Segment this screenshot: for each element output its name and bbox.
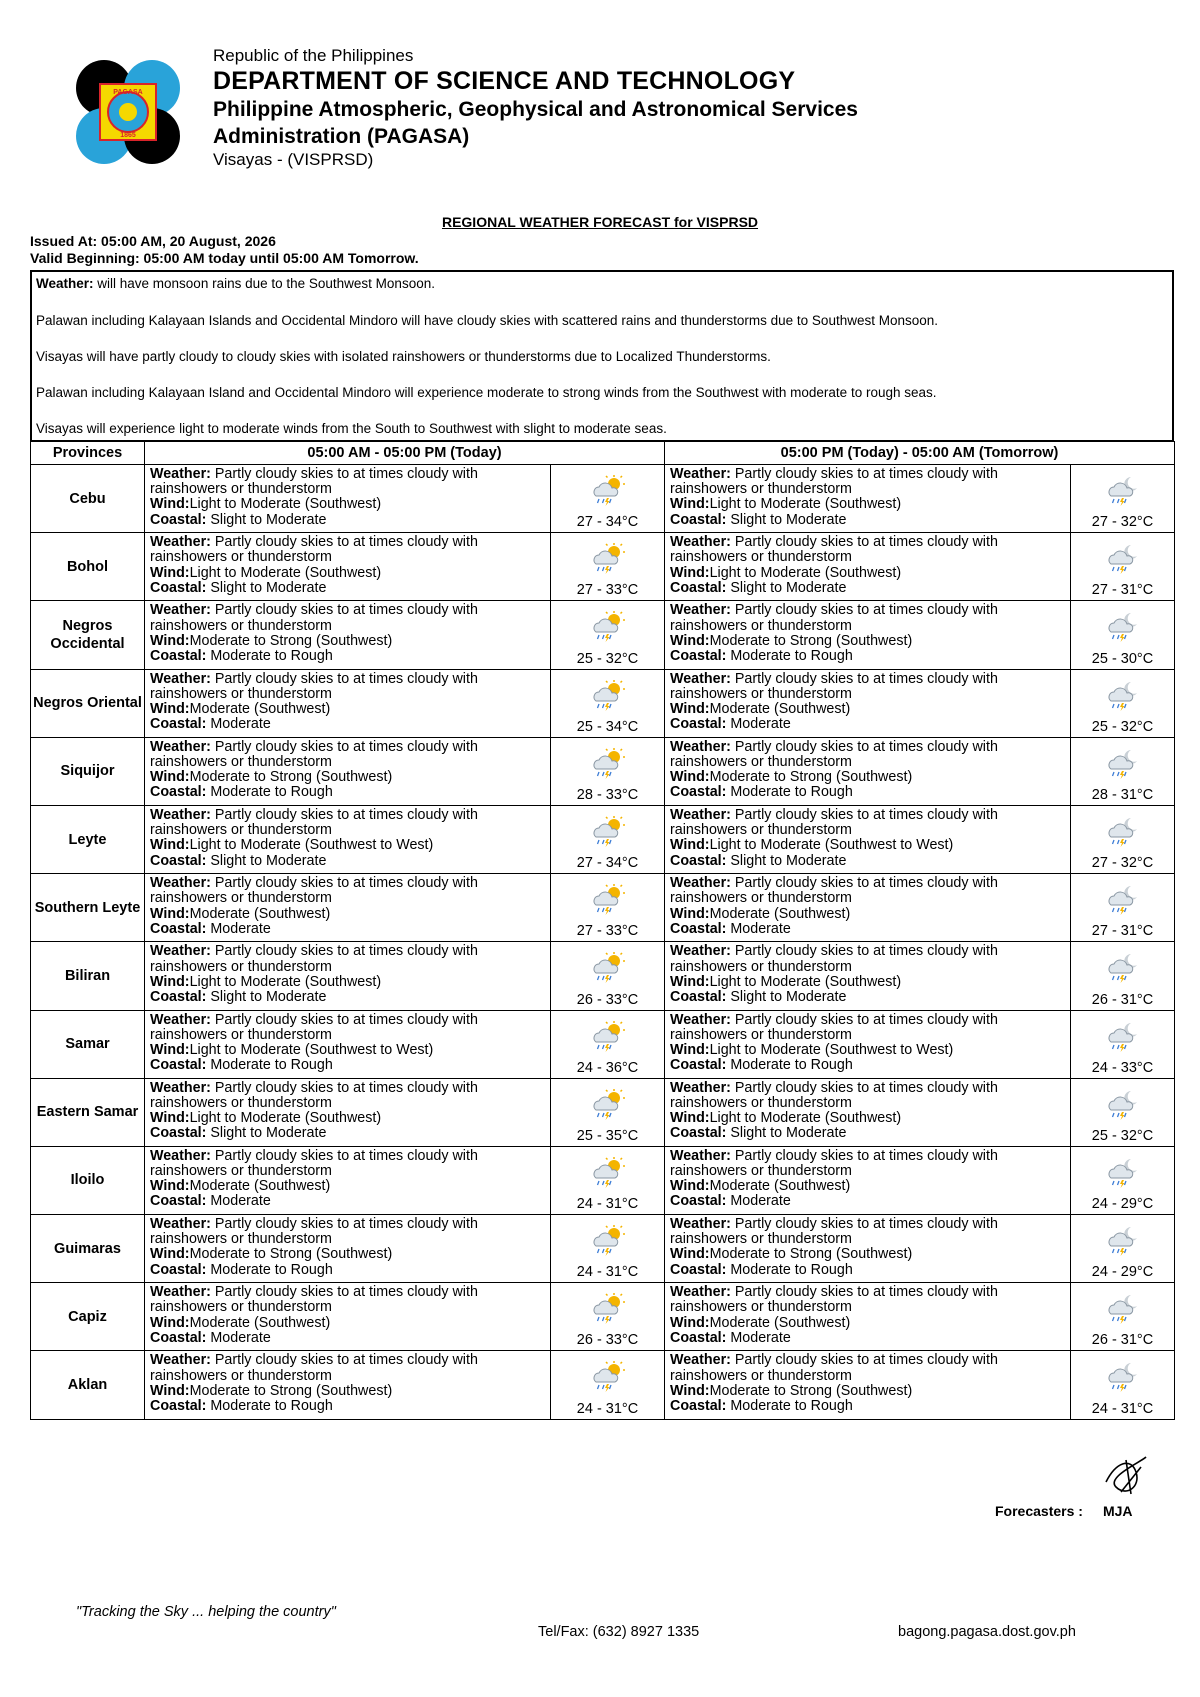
table-row [31,805,1175,873]
tomorrow-weather-cell [1071,1283,1175,1351]
temperature-tomorrow: 25 - 32°C [1091,718,1154,735]
forecasters-label: Forecasters : [995,1503,1083,1519]
wind-text: Light to Moderate (Southwest) [709,973,902,990]
pagasa-logo [74,58,182,166]
temperature-tomorrow: 27 - 32°C [1091,514,1154,531]
wind-text: Light to Moderate (Southwest) [709,564,902,581]
temperature-today: 24 - 31°C [576,1264,639,1281]
forecasters-line [995,1503,1133,1519]
coastal-text: Slight to Moderate [726,1125,847,1142]
weather-text: Partly cloudy skies to at times cloudy with rainshowers or thunderstorm [150,1284,478,1316]
tomorrow-weather-cell [1071,874,1175,942]
wind-text: Moderate to Strong (Southwest) [709,1246,913,1263]
wind-text: Moderate (Southwest) [709,700,851,717]
temperature-today: 27 - 34°C [576,855,639,872]
partly-cloudy-day-rain-thunder-icon [551,1157,664,1189]
forecast-today: Weather: Partly cloudy skies to at times cloudy with rainshowers or thunderstorm Wind:Moderate (Southwest) Coastal: Moderate [145,1283,551,1351]
province-name: Guimaras [31,1215,145,1283]
weather-text: Partly cloudy skies to at times cloudy with rainshowers or thunderstorm [150,466,478,498]
temperature-tomorrow: 27 - 31°C [1091,923,1154,940]
partly-cloudy-day-rain-thunder-icon [551,1021,664,1053]
table-row [31,669,1175,737]
weather-text: Partly cloudy skies to at times cloudy with rainshowers or thunderstorm [670,602,998,634]
forecast-tomorrow: Weather: Partly cloudy skies to at times cloudy with rainshowers or thunderstorm Wind:Moderate (Southwest) Coastal: Moderate [665,874,1071,942]
province-name: Samar [31,1010,145,1078]
coastal-text: Moderate to Rough [726,647,853,664]
wind-text: Light to Moderate (Southwest to West) [189,1041,434,1058]
issue-info [30,233,419,267]
forecast-today: Weather: Partly cloudy skies to at times cloudy with rainshowers or thunderstorm Wind:Moderate (Southwest) Coastal: Moderate [145,669,551,737]
temperature-tomorrow: 24 - 29°C [1091,1196,1154,1213]
forecast-today: Weather: Partly cloudy skies to at times cloudy with rainshowers or thunderstorm Wind:Light to Moderate (Southwest) Coastal: Slight to Moderate [145,533,551,601]
wind-text: Moderate to Strong (Southwest) [709,632,913,649]
weather-text: Partly cloudy skies to at times cloudy with rainshowers or thunderstorm [670,1216,998,1248]
partly-cloudy-night-rain-thunder-icon [1071,680,1174,712]
weather-text: Partly cloudy skies to at times cloudy with rainshowers or thunderstorm [670,738,998,770]
coastal-text: Slight to Moderate [726,852,847,869]
website-link[interactable]: bagong.pagasa.dost.gov.ph [898,1624,1076,1640]
forecast-today: Weather: Partly cloudy skies to at times cloudy with rainshowers or thunderstorm Wind:Moderate to Strong (Southwest) Coastal: Moderate to Rough [145,1351,551,1419]
today-weather-cell [551,465,665,533]
today-weather-cell [551,737,665,805]
synopsis-line-4: Palawan including Kalayaan Island and Occidental Mindoro will experience moderate to strong winds from the Southwest with moderate to rough seas. [36,385,937,400]
partly-cloudy-night-rain-thunder-icon [1071,1361,1174,1393]
partly-cloudy-day-rain-thunder-icon [551,748,664,780]
table-row [31,737,1175,805]
partly-cloudy-night-rain-thunder-icon [1071,748,1174,780]
forecast-tomorrow: Weather: Partly cloudy skies to at times cloudy with rainshowers or thunderstorm Wind:Light to Moderate (Southwest to West) Coastal: Slight to Moderate [665,805,1071,873]
tomorrow-weather-cell [1071,465,1175,533]
forecast-tomorrow: Weather: Partly cloudy skies to at times cloudy with rainshowers or thunderstorm Wind:Light to Moderate (Southwest) Coastal: Slight to Moderate [665,1078,1071,1146]
table-row [31,601,1175,669]
coastal-text: Slight to Moderate [726,579,847,596]
tomorrow-weather-cell [1071,1146,1175,1214]
partly-cloudy-night-rain-thunder-icon [1071,1293,1174,1325]
tomorrow-weather-cell [1071,737,1175,805]
partly-cloudy-night-rain-thunder-icon [1071,1089,1174,1121]
header-provinces: Provinces [31,442,145,465]
today-weather-cell [551,601,665,669]
partly-cloudy-night-rain-thunder-icon [1071,1225,1174,1257]
department-name: DEPARTMENT OF SCIENCE AND TECHNOLOGY [213,67,796,95]
forecast-tomorrow: Weather: Partly cloudy skies to at times cloudy with rainshowers or thunderstorm Wind:Light to Moderate (Southwest) Coastal: Slight to Moderate [665,533,1071,601]
agency-name-line1: Philippine Atmospheric, Geophysical and Astronomical Services [213,98,858,121]
province-name: Aklan [31,1351,145,1419]
synopsis-line-1: Weather: will have monsoon rains due to the Southwest Monsoon. [36,276,435,291]
province-name: Iloilo [31,1146,145,1214]
forecast-table [30,441,1175,1420]
temperature-today: 25 - 34°C [576,718,639,735]
forecast-tomorrow: Weather: Partly cloudy skies to at times cloudy with rainshowers or thunderstorm Wind:Light to Moderate (Southwest) Coastal: Slight to Moderate [665,942,1071,1010]
today-weather-cell [551,1078,665,1146]
partly-cloudy-day-rain-thunder-icon [551,543,664,575]
temperature-tomorrow: 27 - 31°C [1091,582,1154,599]
weather-text: Partly cloudy skies to at times cloudy with rainshowers or thunderstorm [670,1284,998,1316]
partly-cloudy-night-rain-thunder-icon [1071,475,1174,507]
coastal-text: Moderate [726,1193,791,1210]
forecast-tomorrow: Weather: Partly cloudy skies to at times cloudy with rainshowers or thunderstorm Wind:Moderate to Strong (Southwest) Coastal: Moderate to Rough [665,601,1071,669]
wind-text: Moderate (Southwest) [189,1314,331,1331]
today-weather-cell [551,874,665,942]
temperature-tomorrow: 25 - 30°C [1091,650,1154,667]
province-name: Capiz [31,1283,145,1351]
today-weather-cell [551,805,665,873]
partly-cloudy-day-rain-thunder-icon [551,611,664,643]
forecast-today: Weather: Partly cloudy skies to at times cloudy with rainshowers or thunderstorm Wind:Light to Moderate (Southwest) Coastal: Slight to Moderate [145,465,551,533]
temperature-today: 26 - 33°C [576,1332,639,1349]
partly-cloudy-night-rain-thunder-icon [1071,611,1174,643]
tomorrow-weather-cell [1071,669,1175,737]
wind-text: Moderate (Southwest) [709,905,851,922]
region-label: Visayas - (VISPRSD) [213,150,374,169]
header-today: 05:00 AM - 05:00 PM (Today) [145,442,665,465]
weather-text: Partly cloudy skies to at times cloudy with rainshowers or thunderstorm [150,534,478,566]
temperature-today: 24 - 31°C [576,1196,639,1213]
coastal-text: Moderate [206,920,271,937]
coastal-text: Moderate to Rough [726,1261,853,1278]
weather-text: Partly cloudy skies to at times cloudy with rainshowers or thunderstorm [670,534,998,566]
tomorrow-weather-cell [1071,1010,1175,1078]
tomorrow-weather-cell [1071,533,1175,601]
coastal-text: Slight to Moderate [206,852,327,869]
wind-text: Moderate to Strong (Southwest) [709,1382,913,1399]
wind-text: Moderate to Strong (Southwest) [189,1382,393,1399]
coastal-text: Moderate [726,716,791,733]
wind-text: Moderate to Strong (Southwest) [189,769,393,786]
table-row [31,1010,1175,1078]
forecast-today: Weather: Partly cloudy skies to at times cloudy with rainshowers or thunderstorm Wind:Light to Moderate (Southwest) Coastal: Slight to Moderate [145,942,551,1010]
wind-text: Moderate to Strong (Southwest) [189,632,393,649]
weather-text: Partly cloudy skies to at times cloudy with rainshowers or thunderstorm [150,738,478,770]
weather-text: Partly cloudy skies to at times cloudy with rainshowers or thunderstorm [670,466,998,498]
today-weather-cell [551,942,665,1010]
wind-text: Moderate (Southwest) [189,905,331,922]
coastal-text: Moderate to Rough [726,1398,853,1415]
forecast-title: REGIONAL WEATHER FORECAST for VISPRSD [441,214,759,230]
partly-cloudy-day-rain-thunder-icon [551,952,664,984]
temperature-today: 28 - 33°C [576,786,639,803]
forecast-today: Weather: Partly cloudy skies to at times cloudy with rainshowers or thunderstorm Wind:Moderate to Strong (Southwest) Coastal: Moderate to Rough [145,601,551,669]
partly-cloudy-night-rain-thunder-icon [1071,952,1174,984]
weather-text: Partly cloudy skies to at times cloudy with rainshowers or thunderstorm [150,670,478,702]
forecast-today: Weather: Partly cloudy skies to at times cloudy with rainshowers or thunderstorm Wind:Light to Moderate (Southwest to West) Coastal: Slight to Moderate [145,805,551,873]
partly-cloudy-night-rain-thunder-icon [1071,884,1174,916]
coastal-text: Moderate [206,716,271,733]
coastal-text: Moderate to Rough [206,1261,333,1278]
wind-text: Moderate to Strong (Southwest) [189,1246,393,1263]
partly-cloudy-day-rain-thunder-icon [551,1225,664,1257]
forecast-tomorrow: Weather: Partly cloudy skies to at times cloudy with rainshowers or thunderstorm Wind:Light to Moderate (Southwest to West) Coastal: Moderate to Rough [665,1010,1071,1078]
partly-cloudy-day-rain-thunder-icon [551,816,664,848]
province-name: Siquijor [31,737,145,805]
weather-text: Partly cloudy skies to at times cloudy with rainshowers or thunderstorm [150,1352,478,1384]
table-row [31,1215,1175,1283]
weather-synopsis [30,270,1174,442]
today-weather-cell [551,1283,665,1351]
temperature-today: 27 - 33°C [576,582,639,599]
today-weather-cell [551,1215,665,1283]
partly-cloudy-night-rain-thunder-icon [1071,1021,1174,1053]
temperature-today: 27 - 34°C [576,514,639,531]
partly-cloudy-day-rain-thunder-icon [551,475,664,507]
table-row [31,942,1175,1010]
coastal-text: Slight to Moderate [206,988,327,1005]
coastal-text: Moderate to Rough [206,1057,333,1074]
temperature-tomorrow: 26 - 31°C [1091,991,1154,1008]
temperature-today: 27 - 33°C [576,923,639,940]
partly-cloudy-day-rain-thunder-icon [551,1089,664,1121]
weather-text: Partly cloudy skies to at times cloudy with rainshowers or thunderstorm [150,1079,478,1111]
temperature-today: 24 - 31°C [576,1400,639,1417]
province-name: Southern Leyte [31,874,145,942]
tagline: "Tracking the Sky ... helping the country" [76,1604,336,1620]
weather-text: Partly cloudy skies to at times cloudy with rainshowers or thunderstorm [150,943,478,975]
weather-text: Partly cloudy skies to at times cloudy with rainshowers or thunderstorm [150,602,478,634]
tomorrow-weather-cell [1071,1078,1175,1146]
weather-text: Partly cloudy skies to at times cloudy with rainshowers or thunderstorm [150,1216,478,1248]
partly-cloudy-day-rain-thunder-icon [551,1293,664,1325]
wind-text: Moderate (Southwest) [709,1314,851,1331]
weather-text: Partly cloudy skies to at times cloudy with rainshowers or thunderstorm [150,806,478,839]
weather-text: Partly cloudy skies to at times cloudy with rainshowers or thunderstorm [670,1147,998,1180]
temperature-tomorrow: 26 - 31°C [1091,1332,1154,1349]
weather-text: Partly cloudy skies to at times cloudy with rainshowers or thunderstorm [670,1011,998,1043]
coastal-text: Moderate to Rough [726,1057,853,1074]
forecast-today: Weather: Partly cloudy skies to at times cloudy with rainshowers or thunderstorm Wind:Moderate (Southwest) Coastal: Moderate [145,874,551,942]
header-tomorrow: 05:00 PM (Today) - 05:00 AM (Tomorrow) [665,442,1175,465]
synopsis-line-3: Visayas will have partly cloudy to cloudy skies with isolated rainshowers or thunderstorms due to Localized Thunderstorms. [36,349,771,364]
coastal-text: Moderate [726,1329,791,1346]
forecast-today: Weather: Partly cloudy skies to at times cloudy with rainshowers or thunderstorm Wind:Moderate (Southwest) Coastal: Moderate [145,1146,551,1214]
coastal-text: Moderate to Rough [726,784,853,801]
wind-text: Moderate (Southwest) [709,1178,851,1195]
coastal-text: Slight to Moderate [206,579,327,596]
table-row [31,1283,1175,1351]
weather-text: Partly cloudy skies to at times cloudy with rainshowers or thunderstorm [670,943,998,975]
weather-text: Partly cloudy skies to at times cloudy with rainshowers or thunderstorm [150,875,478,907]
forecast-tomorrow: Weather: Partly cloudy skies to at times cloudy with rainshowers or thunderstorm Wind:Moderate (Southwest) Coastal: Moderate [665,669,1071,737]
province-name: Leyte [31,805,145,873]
synopsis-label: Weather: [36,276,94,291]
valid-period: Valid Beginning: 05:00 AM today until 05:00 AM Tomorrow. [30,250,419,266]
wind-text: Light to Moderate (Southwest) [189,564,382,581]
wind-text: Moderate to Strong (Southwest) [709,769,913,786]
wind-text: Moderate (Southwest) [189,700,331,717]
coastal-text: Moderate [726,920,791,937]
issued-at: Issued At: 05:00 AM, 20 August, 2026 [30,233,276,249]
forecast-tomorrow: Weather: Partly cloudy skies to at times cloudy with rainshowers or thunderstorm Wind:Moderate to Strong (Southwest) Coastal: Moderate to Rough [665,1351,1071,1419]
forecast-today: Weather: Partly cloudy skies to at times cloudy with rainshowers or thunderstorm Wind:Moderate to Strong (Southwest) Coastal: Moderate to Rough [145,1215,551,1283]
partly-cloudy-night-rain-thunder-icon [1071,816,1174,848]
forecast-today: Weather: Partly cloudy skies to at times cloudy with rainshowers or thunderstorm Wind:Moderate to Strong (Southwest) Coastal: Moderate to Rough [145,737,551,805]
forecast-tomorrow: Weather: Partly cloudy skies to at times cloudy with rainshowers or thunderstorm Wind:Moderate (Southwest) Coastal: Moderate [665,1146,1071,1214]
coastal-text: Slight to Moderate [206,1125,327,1142]
today-weather-cell [551,669,665,737]
synopsis-line-2: Palawan including Kalayaan Islands and Occidental Mindoro will have cloudy skies with scattered rains and thunderstorms due to Southwest Monsoon. [36,313,939,328]
table-row [31,1078,1175,1146]
wind-text: Light to Moderate (Southwest) [189,973,382,990]
forecast-tomorrow: Weather: Partly cloudy skies to at times cloudy with rainshowers or thunderstorm Wind:Light to Moderate (Southwest) Coastal: Slight to Moderate [665,465,1071,533]
weather-text: Partly cloudy skies to at times cloudy with rainshowers or thunderstorm [670,806,998,839]
temperature-today: 26 - 33°C [576,991,639,1008]
weather-text: Partly cloudy skies to at times cloudy with rainshowers or thunderstorm [670,670,998,702]
table-row [31,874,1175,942]
forecast-today: Weather: Partly cloudy skies to at times cloudy with rainshowers or thunderstorm Wind:Light to Moderate (Southwest) Coastal: Slight to Moderate [145,1078,551,1146]
temperature-tomorrow: 28 - 31°C [1091,786,1154,803]
temperature-tomorrow: 24 - 29°C [1091,1264,1154,1281]
agency-name-line2: Administration (PAGASA) [213,125,470,148]
temperature-tomorrow: 27 - 32°C [1091,855,1154,872]
coastal-text: Moderate to Rough [206,1398,333,1415]
forecast-tomorrow: Weather: Partly cloudy skies to at times cloudy with rainshowers or thunderstorm Wind:Moderate to Strong (Southwest) Coastal: Moderate to Rough [665,1215,1071,1283]
forecaster-signature [1096,1452,1156,1505]
republic-label: Republic of the Philippines [213,46,414,65]
temperature-tomorrow: 24 - 33°C [1091,1059,1154,1076]
forecasters-value: MJA [1102,1503,1133,1519]
today-weather-cell [551,1010,665,1078]
partly-cloudy-day-rain-thunder-icon [551,1361,664,1393]
partly-cloudy-night-rain-thunder-icon [1071,1157,1174,1189]
weather-text: Partly cloudy skies to at times cloudy with rainshowers or thunderstorm [670,1079,998,1111]
wind-text: Light to Moderate (Southwest) [189,1110,382,1127]
telfax: Tel/Fax: (632) 8927 1335 [538,1624,700,1640]
tomorrow-weather-cell [1071,601,1175,669]
wind-text: Light to Moderate (Southwest) [709,1110,902,1127]
coastal-text: Slight to Moderate [726,988,847,1005]
partly-cloudy-day-rain-thunder-icon [551,680,664,712]
province-name: Negros Occidental [31,601,145,669]
province-name: Eastern Samar [31,1078,145,1146]
coastal-text: Moderate [206,1329,271,1346]
table-row [31,465,1175,533]
tomorrow-weather-cell [1071,805,1175,873]
table-row [31,1146,1175,1214]
document-header [213,46,858,170]
wind-text: Light to Moderate (Southwest) [709,496,902,513]
forecast-today: Weather: Partly cloudy skies to at times cloudy with rainshowers or thunderstorm Wind:Light to Moderate (Southwest to West) Coastal: Moderate to Rough [145,1010,551,1078]
tomorrow-weather-cell [1071,1215,1175,1283]
temperature-today: 25 - 35°C [576,1127,639,1144]
svg-text:PAGASA: PAGASA [113,89,143,96]
today-weather-cell [551,533,665,601]
tomorrow-weather-cell [1071,1351,1175,1419]
coastal-text: Moderate [206,1193,271,1210]
today-weather-cell [551,1146,665,1214]
partly-cloudy-day-rain-thunder-icon [551,884,664,916]
forecast-tomorrow: Weather: Partly cloudy skies to at times cloudy with rainshowers or thunderstorm Wind:Moderate to Strong (Southwest) Coastal: Moderate to Rough [665,737,1071,805]
coastal-text: Moderate to Rough [206,784,333,801]
temperature-tomorrow: 24 - 31°C [1091,1400,1154,1417]
province-name: Bohol [31,533,145,601]
tomorrow-weather-cell [1071,942,1175,1010]
wind-text: Moderate (Southwest) [189,1178,331,1195]
forecast-tomorrow: Weather: Partly cloudy skies to at times cloudy with rainshowers or thunderstorm Wind:Moderate (Southwest) Coastal: Moderate [665,1283,1071,1351]
wind-text: Light to Moderate (Southwest to West) [189,837,434,854]
partly-cloudy-night-rain-thunder-icon [1071,543,1174,575]
table-row [31,533,1175,601]
province-name: Biliran [31,942,145,1010]
weather-text: Partly cloudy skies to at times cloudy with rainshowers or thunderstorm [670,875,998,907]
weather-text: Partly cloudy skies to at times cloudy with rainshowers or thunderstorm [670,1352,998,1384]
province-name: Cebu [31,465,145,533]
weather-text: Partly cloudy skies to at times cloudy with rainshowers or thunderstorm [150,1011,478,1043]
temperature-today: 24 - 36°C [576,1059,639,1076]
wind-text: Light to Moderate (Southwest) [189,496,382,513]
wind-text: Light to Moderate (Southwest to West) [709,1041,954,1058]
coastal-text: Moderate to Rough [206,647,333,664]
province-name: Negros Oriental [31,669,145,737]
table-row [31,1351,1175,1419]
temperature-today: 25 - 32°C [576,650,639,667]
coastal-text: Slight to Moderate [206,511,327,528]
today-weather-cell [551,1351,665,1419]
temperature-tomorrow: 25 - 32°C [1091,1127,1154,1144]
wind-text: Light to Moderate (Southwest to West) [709,837,954,854]
coastal-text: Slight to Moderate [726,511,847,528]
svg-text:1865: 1865 [120,132,136,139]
weather-text: Partly cloudy skies to at times cloudy with rainshowers or thunderstorm [150,1147,478,1180]
synopsis-line-5: Visayas will experience light to moderate winds from the South to Southwest with slight to moderate seas. [36,421,667,436]
